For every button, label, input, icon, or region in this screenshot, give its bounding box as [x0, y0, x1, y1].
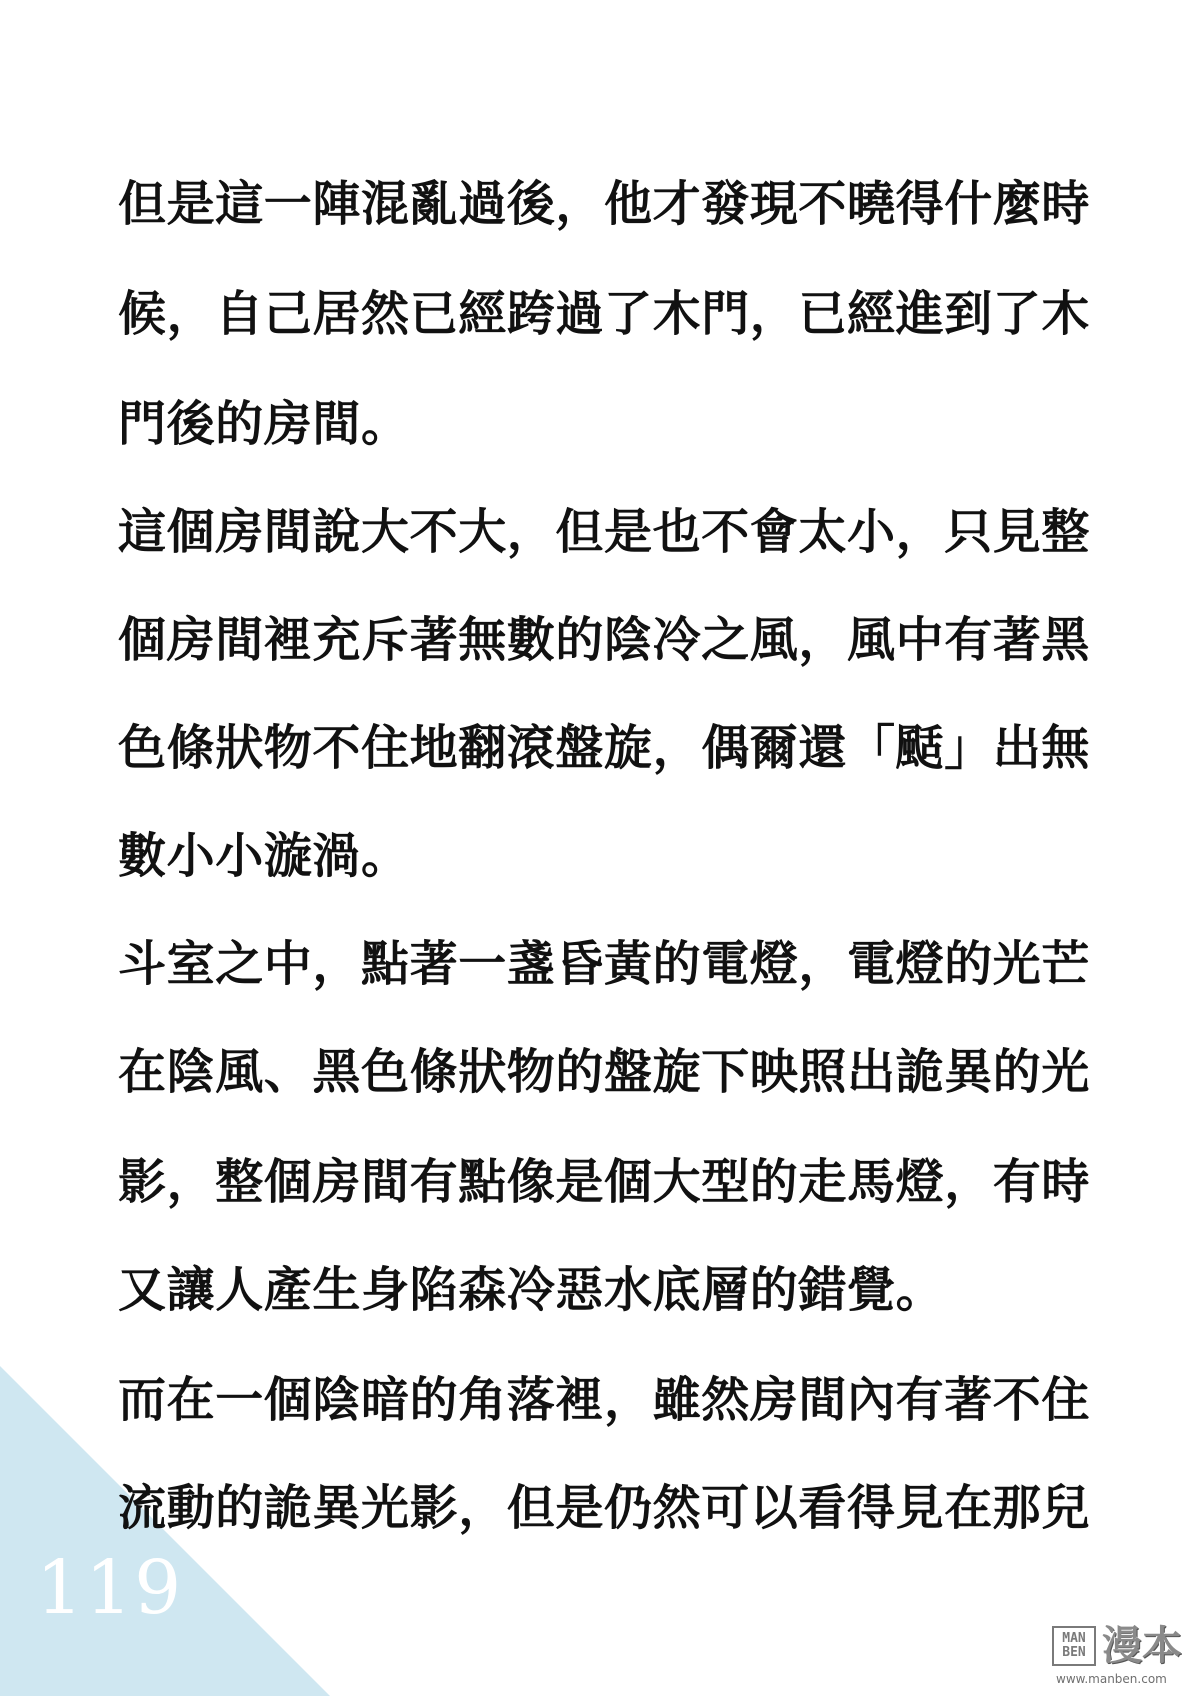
text-line: 但是這一陣混亂過後，他才發現不曉得什麼時	[118, 176, 1091, 232]
text-line: 數小小漩渦。	[118, 828, 410, 884]
text-line: 流動的詭異光影，但是仍然可以看得見在那兒	[118, 1480, 1091, 1536]
text-line: 影，整個房間有點像是個大型的走馬燈，有時	[118, 1154, 1091, 1210]
watermark-title: 漫本	[1102, 1623, 1182, 1669]
text-line: 而在一個陰暗的角落裡，雖然房間內有著不住	[118, 1372, 1091, 1428]
text-line: 斗室之中，點著一盞昏黃的電燈，電燈的光芒	[118, 936, 1091, 992]
watermark-url: www.manben.com	[1056, 1672, 1167, 1686]
page-number: 119	[36, 1545, 184, 1631]
watermark	[1052, 1622, 1192, 1688]
text-line: 色條狀物不住地翻滾盤旋，偶爾還「颳」出無	[118, 720, 1091, 776]
text-line: 又讓人產生身陷森冷惡水底層的錯覺。	[118, 1262, 945, 1318]
text-line: 候，自己居然已經跨過了木門，已經進到了木	[118, 286, 1091, 342]
watermark-box-bottom: BEN	[1062, 1645, 1086, 1660]
text-line: 門後的房間。	[118, 396, 410, 452]
text-line: 在陰風、黑色條狀物的盤旋下映照出詭異的光	[118, 1044, 1091, 1100]
watermark-logo-box	[1052, 1626, 1096, 1666]
text-line: 個房間裡充斥著無數的陰冷之風，風中有著黑	[118, 612, 1091, 668]
text-line: 這個房間說大不大，但是也不會太小，只見整	[118, 504, 1091, 560]
watermark-box-top: MAN	[1062, 1631, 1086, 1646]
